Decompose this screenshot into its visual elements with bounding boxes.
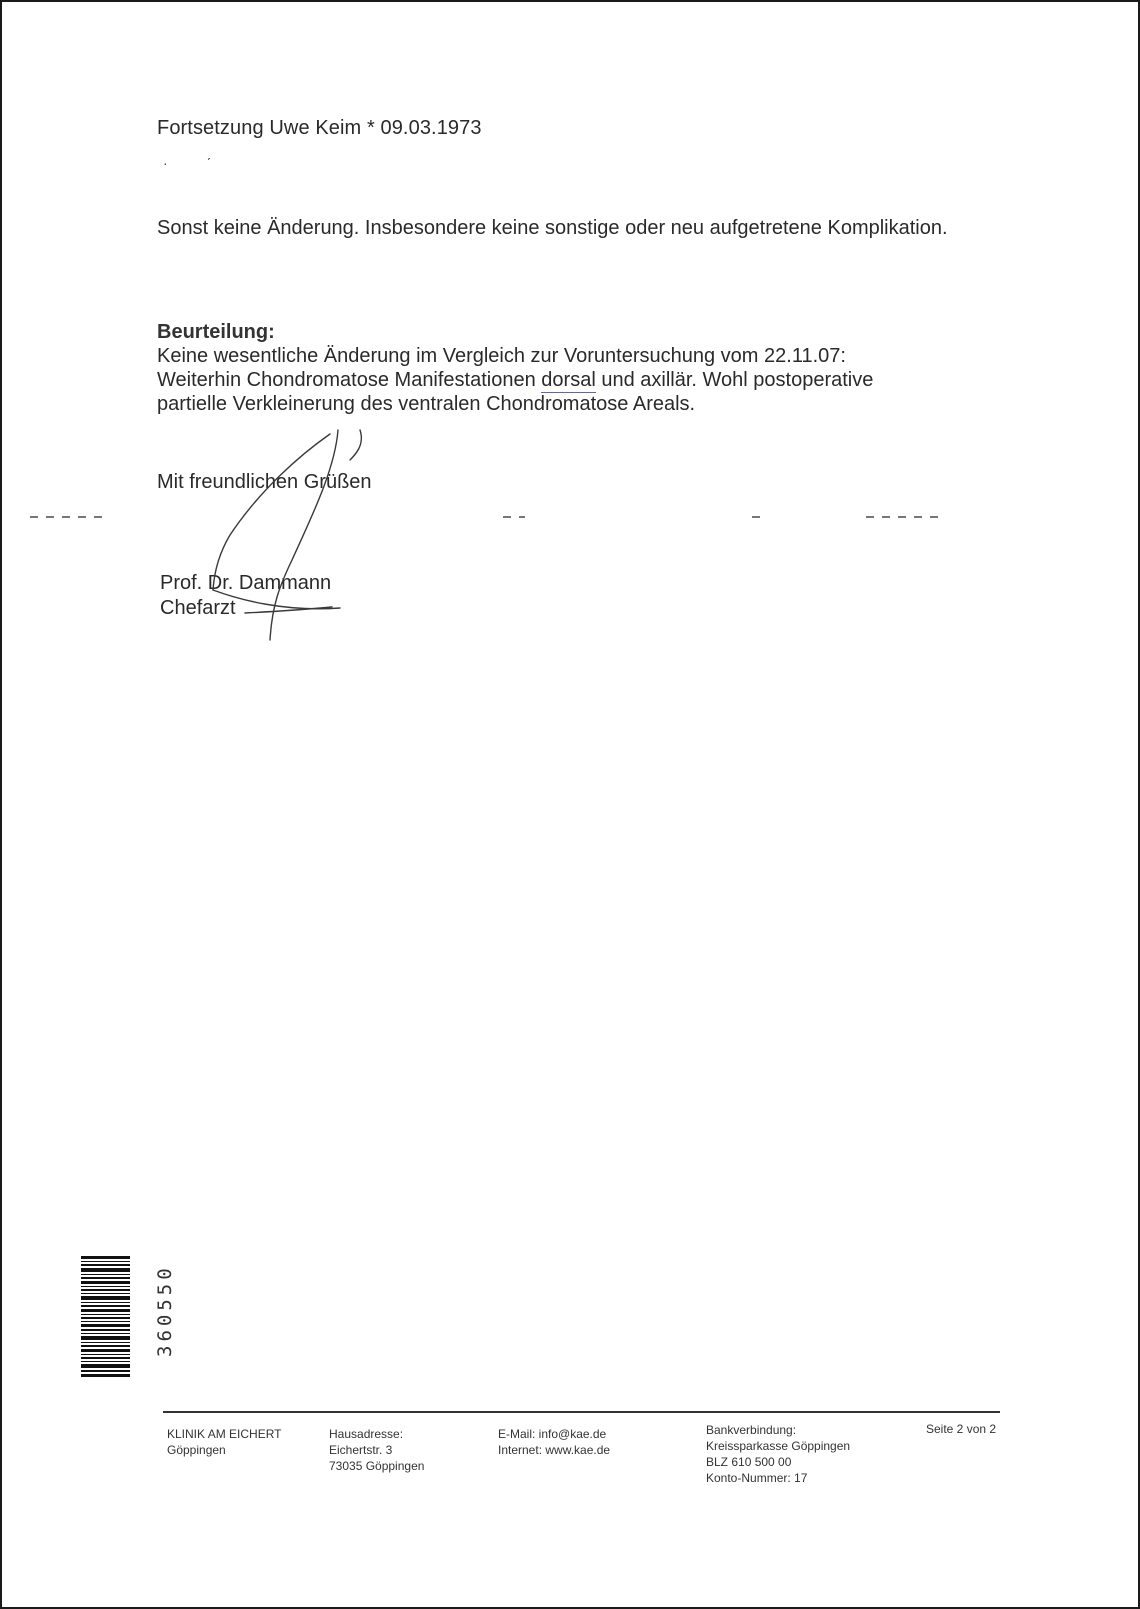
closing-greeting: Mit freundlichen Grüßen bbox=[157, 471, 372, 493]
continuation-header bbox=[157, 116, 987, 140]
footer-bank-name: Kreissparkasse Göppingen bbox=[706, 1439, 851, 1453]
footer-internet: Internet: www.kae.de bbox=[498, 1443, 611, 1457]
footer-bank bbox=[706, 1422, 850, 1486]
footer-clinic bbox=[167, 1426, 281, 1458]
assessment-line-3: partielle Verkleinerung des ventralen Chondromatose Areals. bbox=[157, 393, 696, 415]
footer-address bbox=[329, 1426, 424, 1474]
signer-title: Chefarzt bbox=[160, 597, 236, 619]
assessment-line-2-end: und axillär. Wohl postoperative bbox=[595, 369, 874, 391]
footer-address-street: Eichertstr. 3 bbox=[329, 1443, 393, 1457]
footer-contact bbox=[498, 1426, 610, 1458]
footer-clinic-name: KLINIK AM EICHERT bbox=[167, 1427, 282, 1441]
footer-address-label: Hausadresse: bbox=[329, 1427, 404, 1441]
assessment-heading: Beurteilung: bbox=[157, 321, 275, 343]
scan-dashes-right bbox=[752, 516, 768, 518]
assessment-line-2 bbox=[157, 368, 987, 392]
footer-bank-account: Konto-Nummer: 17 bbox=[706, 1471, 808, 1485]
footer-divider bbox=[163, 1411, 1000, 1413]
signer-block bbox=[160, 571, 331, 621]
footer-page-number: Seite 2 von 2 bbox=[926, 1422, 997, 1436]
underlined-word: dorsal bbox=[541, 369, 596, 391]
footer-address-city: 73035 Göppingen bbox=[329, 1459, 425, 1473]
assessment-line-2-start: Weiterhin Chondromatose Manifestationen bbox=[157, 369, 542, 391]
footer-email: E-Mail: info@kae.de bbox=[498, 1427, 607, 1441]
scan-dashes-far-right bbox=[866, 516, 946, 518]
findings-paragraph: Sonst keine Änderung. Insbesondere keine sonstige oder neu aufgetretene Komplikation. bbox=[157, 217, 948, 239]
assessment-line-1: Keine wesentliche Änderung im Vergleich zur Voruntersuchung vom 22.11.07: bbox=[157, 345, 846, 367]
scan-dashes-left bbox=[30, 516, 102, 518]
scan-specks: · ˊ bbox=[163, 155, 212, 171]
signer-name: Prof. Dr. Dammann bbox=[160, 572, 332, 594]
footer-clinic-city: Göppingen bbox=[167, 1443, 226, 1457]
barcode-number: 360550 bbox=[154, 1264, 176, 1357]
assessment-section bbox=[157, 320, 987, 416]
scan-dashes-mid bbox=[503, 516, 525, 518]
barcode-graphic bbox=[81, 1256, 130, 1377]
footer-bank-blz: BLZ 610 500 00 bbox=[706, 1455, 792, 1469]
footer-bank-label: Bankverbindung: bbox=[706, 1423, 797, 1437]
continuation-line: Fortsetzung Uwe Keim * 09.03.1973 bbox=[157, 117, 482, 139]
